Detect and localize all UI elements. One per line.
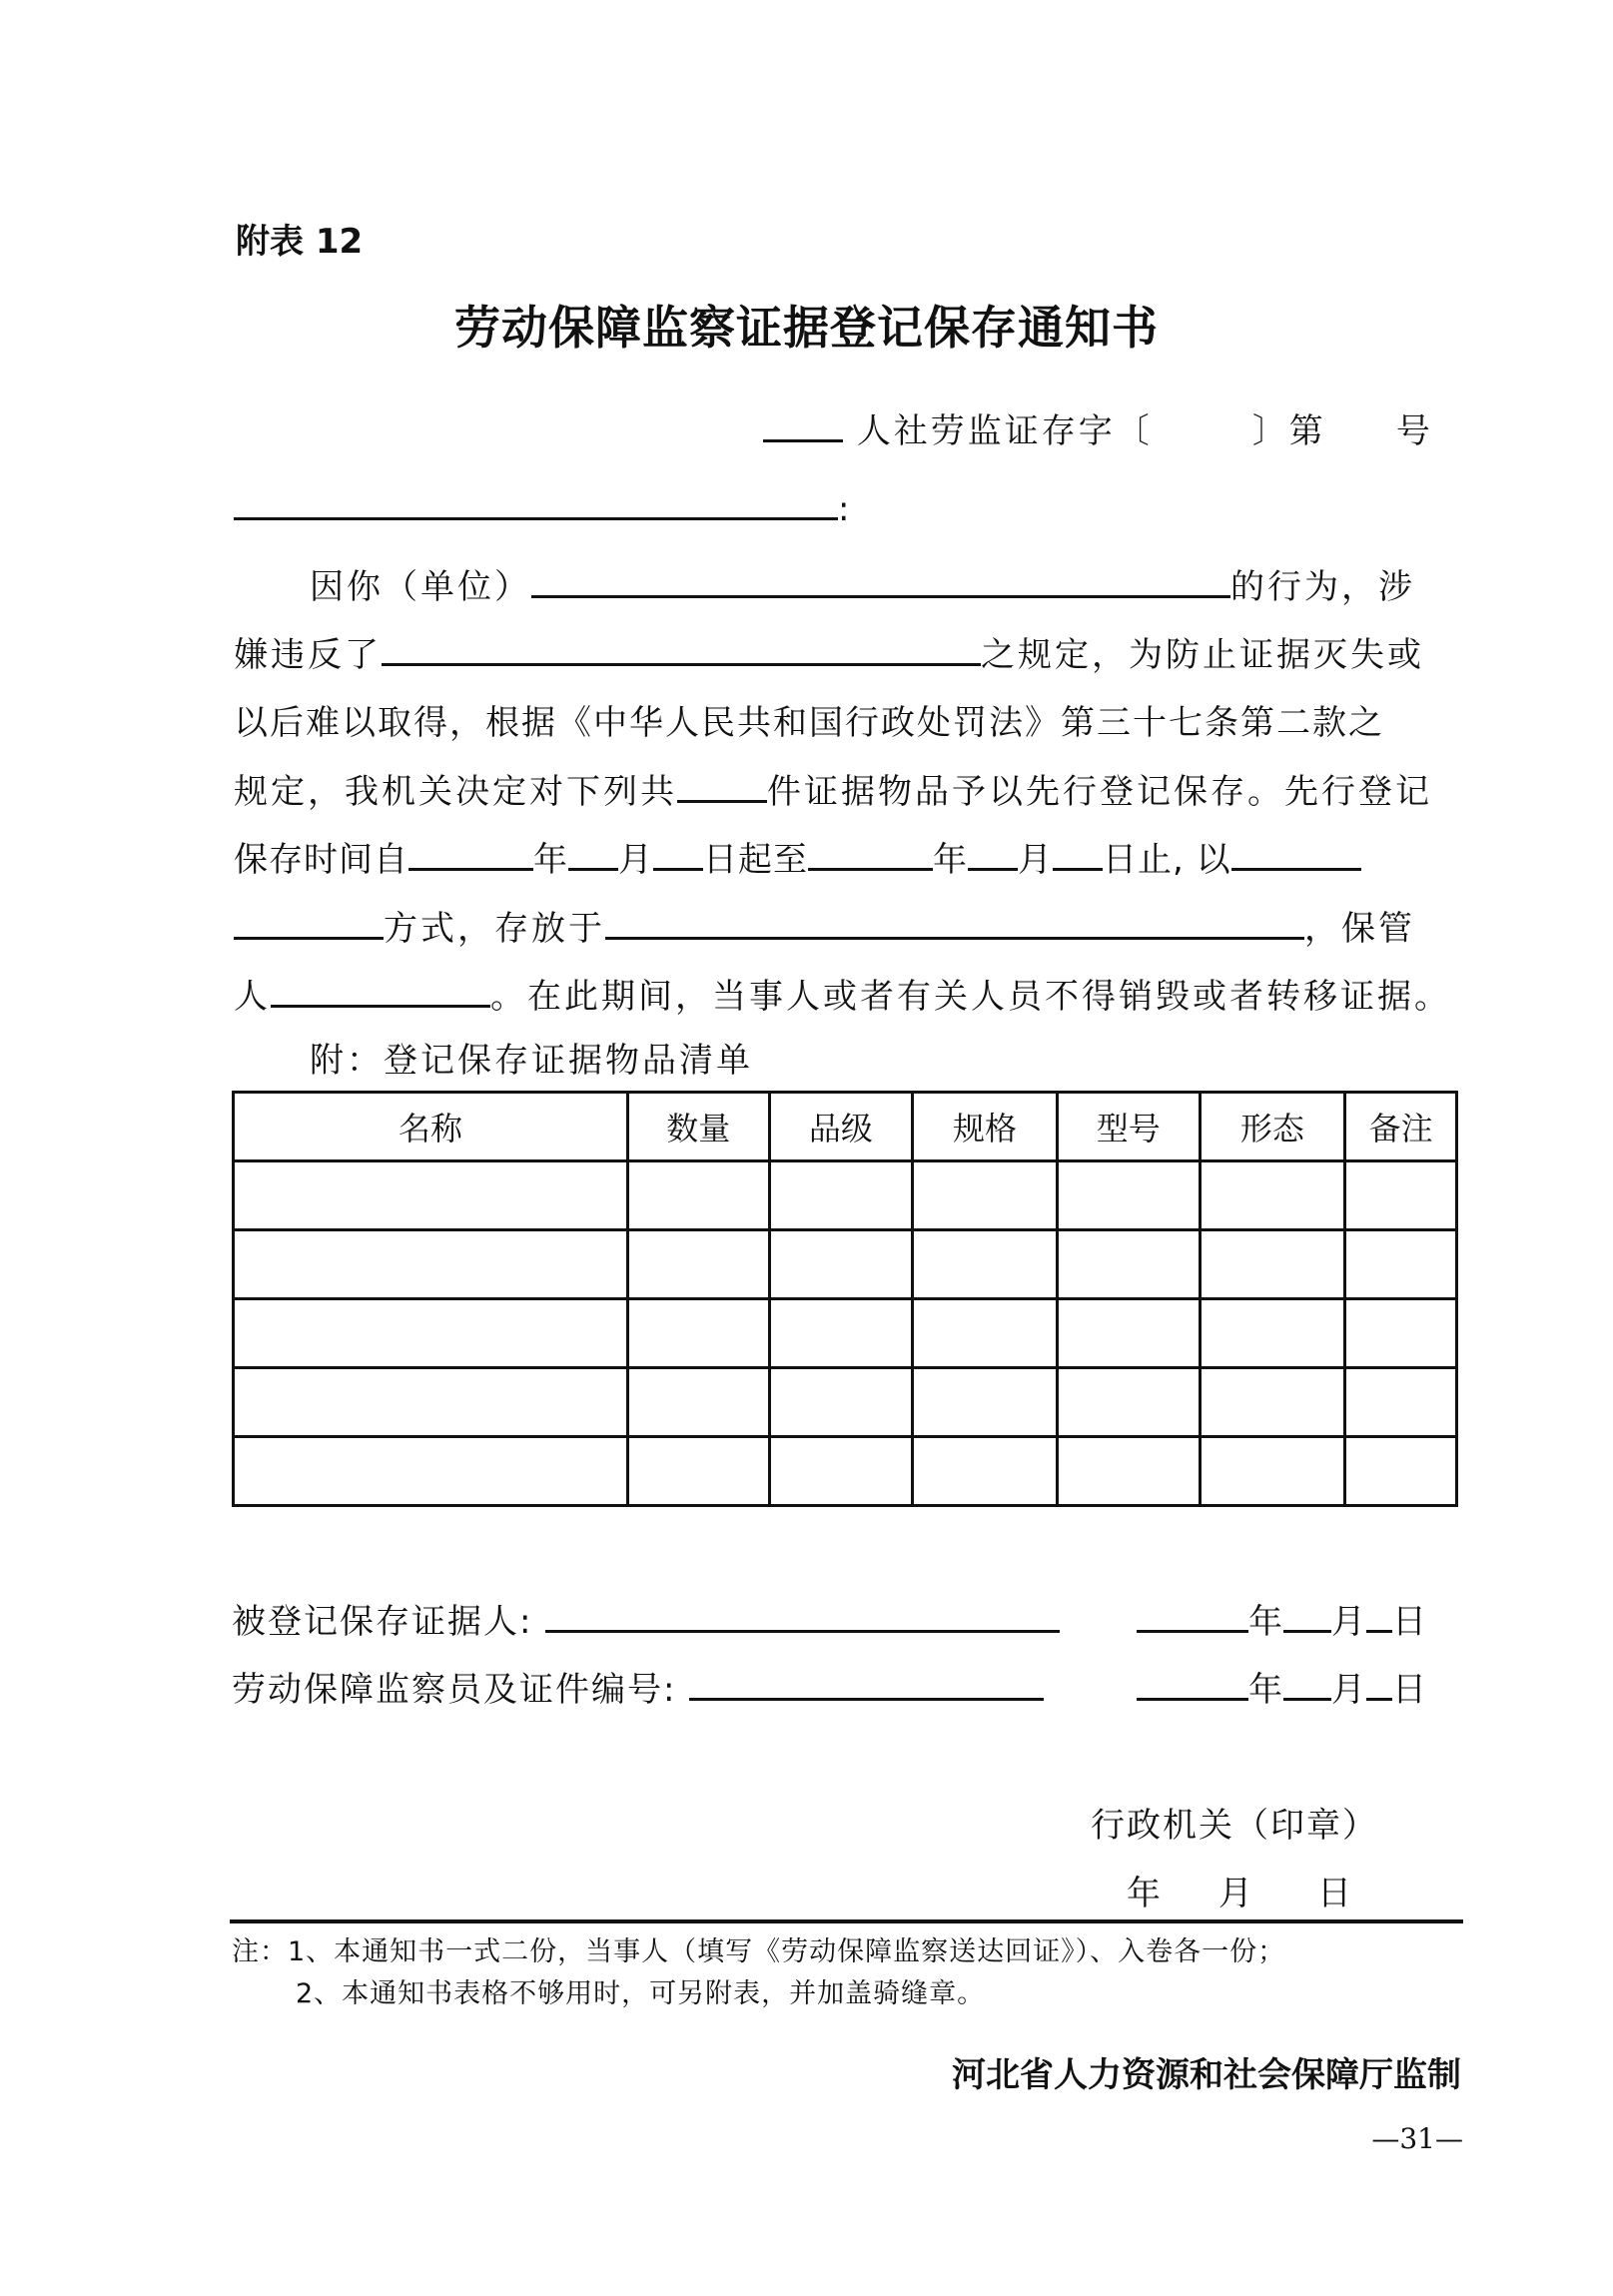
- holder-day-blank[interactable]: [1366, 1600, 1392, 1633]
- attachment-label: 附：登记保存证据物品清单: [310, 1041, 753, 1081]
- table-row: [234, 1437, 1457, 1506]
- note-2: 2、本通知书表格不够用时，可另附表，并加盖骑缝章。: [296, 1978, 986, 2009]
- table-cell[interactable]: [234, 1368, 628, 1437]
- table-cell[interactable]: [1200, 1437, 1345, 1506]
- regulation-blank[interactable]: [382, 633, 981, 666]
- body-line-2: [234, 627, 1424, 676]
- body-line-4: [234, 764, 1432, 813]
- table-cell[interactable]: [627, 1161, 769, 1230]
- table-cell[interactable]: [1057, 1161, 1200, 1230]
- text-segment: 件证据物品予以先行登记保存。先行登记: [767, 772, 1432, 812]
- issuer-label: 河北省人力资源和社会保障厅监制: [952, 2055, 1461, 2095]
- item-count-blank[interactable]: [677, 770, 767, 803]
- table-cell[interactable]: [234, 1161, 628, 1230]
- end-year-blank[interactable]: [808, 838, 933, 871]
- evidence-items-table: [232, 1091, 1458, 1507]
- text-segment: 的行为，涉: [1230, 567, 1415, 607]
- table-cell[interactable]: [627, 1299, 769, 1368]
- inspector-label: 劳动保障监察员及证件编号:: [232, 1670, 677, 1710]
- text-segment: 月: [1331, 1602, 1366, 1642]
- text-segment: 年: [933, 840, 968, 880]
- holder-label: 被登记保存证据人:: [232, 1602, 533, 1642]
- doc-prefix-blank[interactable]: [763, 409, 843, 442]
- doc-number-text: 人社劳监证存字〔: [856, 411, 1153, 451]
- seal-label: 行政机关（印章）: [1091, 1806, 1378, 1846]
- table-cell[interactable]: [1057, 1299, 1200, 1368]
- holder-signature-line: [232, 1594, 1060, 1643]
- text-segment: 月: [1018, 840, 1053, 880]
- text-segment: 嫌违反了: [234, 635, 382, 675]
- text-segment: 年: [1127, 1874, 1164, 1913]
- unit-blank[interactable]: [531, 565, 1230, 598]
- table-cell[interactable]: [913, 1230, 1058, 1299]
- text-segment: 月: [618, 840, 653, 880]
- table-cell[interactable]: [1057, 1230, 1200, 1299]
- column-header-name: 名称: [234, 1093, 628, 1161]
- text-segment: 年: [1248, 1670, 1283, 1710]
- appendix-label: 附表 12: [236, 222, 364, 262]
- text-segment: 日: [1392, 1602, 1427, 1642]
- column-header-form: 形态: [1200, 1093, 1345, 1161]
- method-blank-a[interactable]: [1231, 838, 1361, 871]
- start-day-blank[interactable]: [653, 838, 703, 871]
- table-cell[interactable]: [913, 1161, 1058, 1230]
- table-cell[interactable]: [627, 1368, 769, 1437]
- text-segment: 人: [234, 977, 271, 1017]
- table-cell[interactable]: [627, 1230, 769, 1299]
- table-cell[interactable]: [1345, 1437, 1457, 1506]
- text-segment: 年: [1248, 1602, 1283, 1642]
- table-header-row: [234, 1093, 1457, 1161]
- table-cell[interactable]: [769, 1299, 913, 1368]
- table-cell[interactable]: [1200, 1230, 1345, 1299]
- holder-date: [1137, 1594, 1427, 1643]
- table-cell[interactable]: [913, 1437, 1058, 1506]
- text-segment: 月: [1331, 1670, 1366, 1710]
- table-cell[interactable]: [769, 1230, 913, 1299]
- note-1: 注：1、本通知书一式二份，当事人（填写《劳动保障监察送达回证》）、入卷各一份；: [232, 1936, 1286, 1967]
- text-segment: 日止, 以: [1103, 840, 1231, 880]
- inspector-day-blank[interactable]: [1366, 1668, 1392, 1701]
- custodian-blank[interactable]: [271, 975, 490, 1008]
- column-header-model: 型号: [1057, 1093, 1200, 1161]
- addressee-colon: :: [838, 489, 853, 529]
- table-cell[interactable]: [769, 1161, 913, 1230]
- table-cell[interactable]: [1200, 1161, 1345, 1230]
- seal-date: [1127, 1866, 1354, 1914]
- table-row: [234, 1230, 1457, 1299]
- text-segment: 月: [1218, 1874, 1255, 1913]
- inspector-signature-line: [232, 1662, 1044, 1711]
- table-cell[interactable]: [913, 1368, 1058, 1437]
- end-month-blank[interactable]: [968, 838, 1018, 871]
- start-year-blank[interactable]: [408, 838, 533, 871]
- inspector-year-blank[interactable]: [1137, 1668, 1248, 1701]
- storage-location-blank[interactable]: [605, 907, 1304, 940]
- text-segment: 方式，存放于: [384, 909, 605, 949]
- method-blank-b[interactable]: [234, 907, 384, 940]
- text-segment: 年: [533, 840, 568, 880]
- start-month-blank[interactable]: [568, 838, 618, 871]
- table-cell[interactable]: [1200, 1299, 1345, 1368]
- table-cell[interactable]: [234, 1230, 628, 1299]
- notes-divider: [230, 1919, 1463, 1923]
- table-row: [234, 1161, 1457, 1230]
- text-segment: 日: [1317, 1874, 1354, 1913]
- inspector-date: [1137, 1662, 1427, 1711]
- table-cell[interactable]: [1345, 1368, 1457, 1437]
- inspector-month-blank[interactable]: [1283, 1668, 1331, 1701]
- doc-number-suffix: 号: [1395, 411, 1433, 451]
- table-cell[interactable]: [1345, 1299, 1457, 1368]
- table-cell[interactable]: [234, 1299, 628, 1368]
- text-segment: 保存时间自: [234, 840, 408, 880]
- table-cell[interactable]: [627, 1437, 769, 1506]
- document-title: 劳动保障监察证据登记保存通知书: [454, 301, 1159, 355]
- holder-year-blank[interactable]: [1137, 1600, 1248, 1633]
- table-cell[interactable]: [769, 1368, 913, 1437]
- column-header-remarks: 备注: [1345, 1093, 1457, 1161]
- text-segment: 。在此期间，当事人或者有关人员不得销毁或者转移证据。: [490, 977, 1451, 1017]
- body-line-5: [234, 832, 1361, 881]
- column-header-spec: 规格: [913, 1093, 1058, 1161]
- body-line-3: 以后难以取得，根据《中华人民共和国行政处罚法》第三十七条第二款之: [234, 703, 1384, 743]
- table-cell[interactable]: [1345, 1230, 1457, 1299]
- table-row: [234, 1299, 1457, 1368]
- inspector-signature-blank[interactable]: [689, 1668, 1044, 1701]
- table-cell[interactable]: [234, 1437, 628, 1506]
- holder-month-blank[interactable]: [1283, 1600, 1331, 1633]
- column-header-quantity: 数量: [627, 1093, 769, 1161]
- table-row: [234, 1368, 1457, 1437]
- text-segment: 之规定，为防止证据灭失或: [981, 635, 1424, 675]
- text-segment: 规定，我机关决定对下列共: [234, 772, 677, 812]
- text-segment: 因你（单位）: [310, 567, 531, 607]
- text-segment: 日: [1392, 1670, 1427, 1710]
- table-cell[interactable]: [913, 1299, 1058, 1368]
- table-cell[interactable]: [769, 1437, 913, 1506]
- addressee-blank[interactable]: [234, 487, 838, 520]
- body-line-7: [234, 969, 1451, 1018]
- table-cell[interactable]: [1200, 1368, 1345, 1437]
- page-number: —31—: [1371, 2122, 1463, 2155]
- table-cell[interactable]: [1057, 1437, 1200, 1506]
- body-line-6: [234, 901, 1415, 950]
- text-segment: ，保管: [1304, 909, 1415, 949]
- doc-number-bracket-close: 〕第: [1251, 411, 1326, 451]
- text-segment: 日起至: [703, 840, 808, 880]
- body-line-1: [310, 559, 1415, 608]
- doc-number-line: [763, 403, 1433, 452]
- column-header-grade: 品级: [769, 1093, 913, 1161]
- addressee-line: [234, 487, 852, 529]
- table-cell[interactable]: [1345, 1161, 1457, 1230]
- end-day-blank[interactable]: [1053, 838, 1103, 871]
- holder-signature-blank[interactable]: [545, 1600, 1060, 1633]
- table-cell[interactable]: [1057, 1368, 1200, 1437]
